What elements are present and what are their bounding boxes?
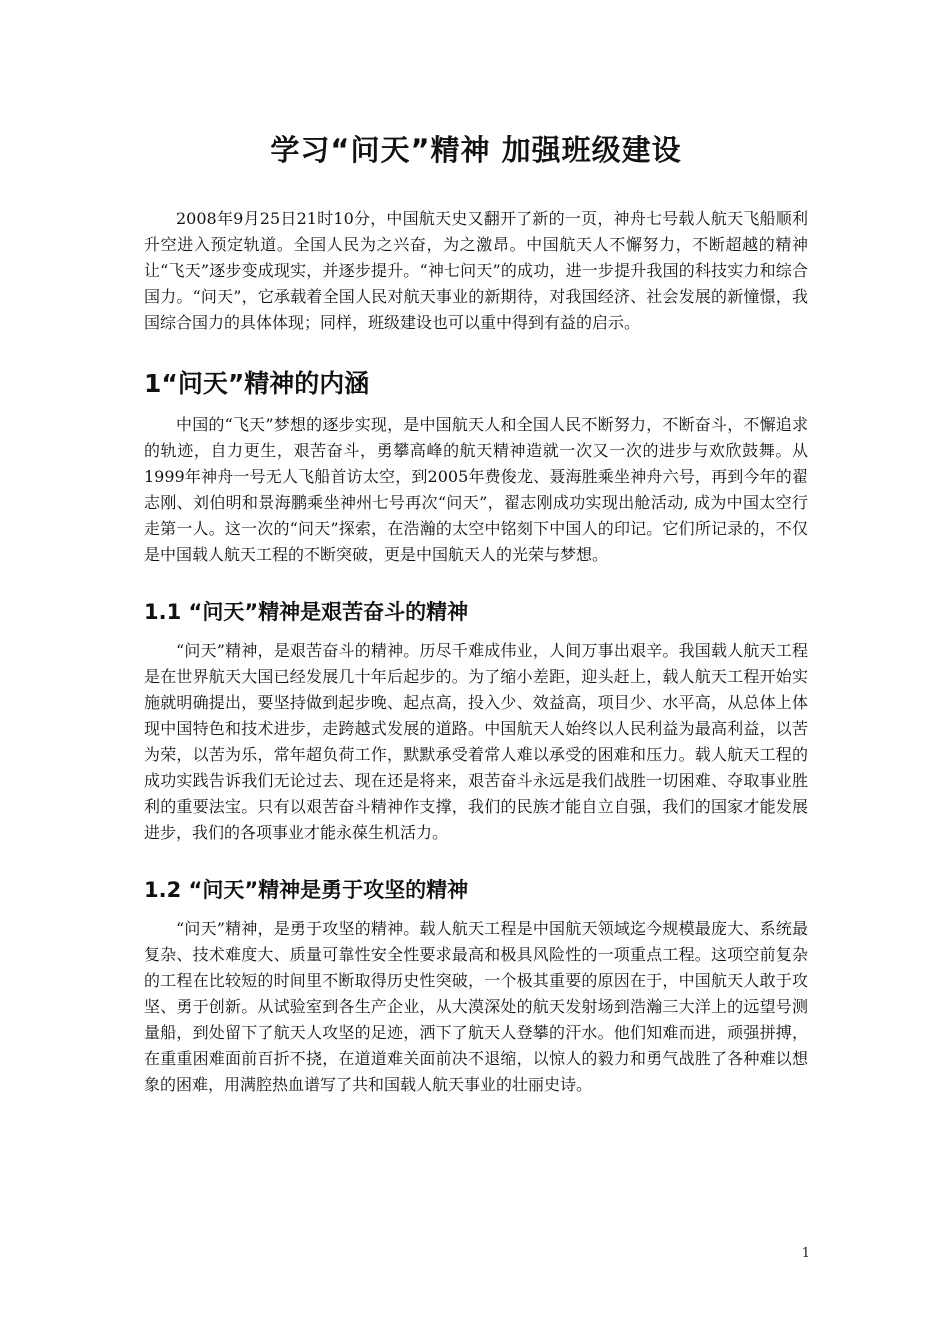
page-number: 1 [801,1246,810,1261]
subsection-paragraph: “问天”精神，是艰苦奋斗的精神。历尽千难成伟业，人间万事出艰辛。我国载人航天工程是在世界航天大国已经发展几十年后起步的。为了缩小差距，迎头赶上，载人航天工程开始实施就明确提出，要坚持做到起步晚、起点高，投入少、效益高，项目少、水平高，从总体上体现中国特色和技术进步，走跨越式发展的道路。中国航天人始终以人民利益为最高利益，以苦为荣，以苦为乐，常年超负荷工作，默默承受着常人难以承受的困难和压力。载人航天工程的成功实践告诉我们无论过去、现在还是将来，艰苦奋斗永远是我们战胜一切困难、夺取事业胜利的重要法宝。只有以艰苦奋斗精神作支撑，我们的民族才能自立自强，我们的国家才能发展进步，我们的各项事业才能永葆生机活力。 [144,641,808,842]
section-heading: 1“问天”精神的内涵 [144,369,370,398]
section-paragraph: 中国的“飞天”梦想的逐步实现，是中国航天人和全国人民不断努力，不断奋斗，不懈追求的轨迹，自力更生，艰苦奋斗，勇攀高峰的航天精神造就一次又一次的进步与欢欣鼓舞。从1999年神舟一号无人飞船首访太空，到2005年费俊龙、聂海胜乘坐神舟六号，再到今年的翟志刚、刘伯明和景海鹏乘坐神州七号再次“问天”，翟志刚成功实现出舱活动, 成为中国太空行走第一人。这一次的“问天”探索，在浩瀚的太空中铭刻下中国人的印记。它们所记录的，不仅是中国载人航天工程的不断突破，更是中国航天人的光荣与梦想。 [144,415,808,564]
subsection-heading: 1.1 “问天”精神是艰苦奋斗的精神 [144,600,469,624]
subsection-paragraph: “问天”精神，是勇于攻坚的精神。载人航天工程是中国航天领域迄今规模最庞大、系统最复杂、技术难度大、质量可靠性安全性要求最高和极具风险性的一项重点工程。这项空前复杂的工程在比较短的时间里不断取得历史性突破，一个极其重要的原因在于，中国航天人敢于攻坚、勇于创新。从试验室到各生产企业，从大漠深处的航天发射场到浩瀚三大洋上的远望号测量船，到处留下了航天人攻坚的足迹，洒下了航天人登攀的汗水。他们知难而进，顽强拼搏，在重重困难面前百折不挠，在道道难关面前决不退缩，以惊人的毅力和勇气战胜了各种难以想象的困难，用满腔热血谱写了共和国载人航天事业的壮丽史诗。 [144,919,808,1094]
subsection-heading: 1.2 “问天”精神是勇于攻坚的精神 [144,878,469,902]
document-title: 学习“问天”精神 加强班级建设 [270,133,682,167]
intro-paragraph: 2008年9月25日21时10分，中国航天史又翻开了新的一页，神舟七号载人航天飞船顺利升空进入预定轨道。全国人民为之兴奋，为之激昂。中国航天人不懈努力，不断超越的精神让“飞天”逐步变成现实，并逐步提升。“神七问天”的成功，进一步提升我国的科技实力和综合国力。“问天”，它承载着全国人民对航天事业的新期待，对我国经济、社会发展的新憧憬，我国综合国力的具体体现；同样，班级建设也可以重中得到有益的启示。 [144,209,808,332]
document-body [144,124,808,1098]
